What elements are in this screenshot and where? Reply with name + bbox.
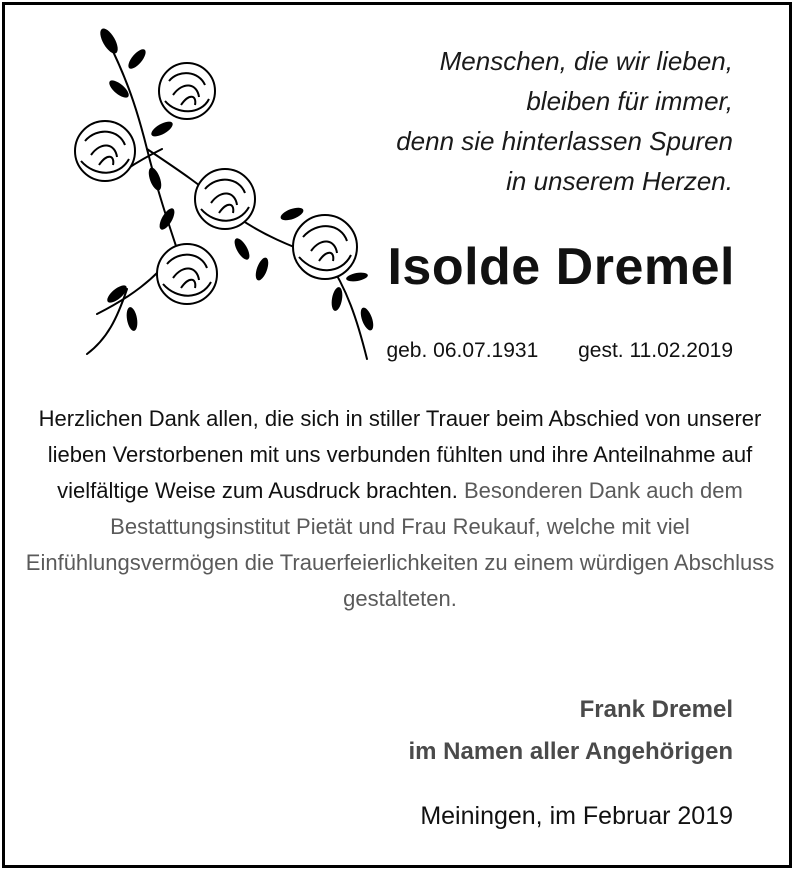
poem-line: in unserem Herzen. (506, 166, 733, 196)
thanks-text-main: Herzlichen Dank allen, die sich in stiller Trauer beim Abschied von unserer lieben Verstorbenen mit uns verbunden fühlten und ihre Anteilnahme auf vielfältige Weise zum Ausdruck brachten. (38, 406, 762, 503)
place-and-date: Meiningen, im Februar 2019 (420, 802, 733, 830)
obituary-notice (2, 2, 792, 868)
poem-line: denn sie hinterlassen Spuren (396, 126, 733, 156)
signature-block (408, 689, 733, 773)
birth-date: geb. 06.07.1931 (386, 339, 539, 362)
thanks-text-special: Besonderen Dank auch dem Bestattungsinstitut Pietät und Frau Reukauf, welche mit viel Einfühlungsvermögen die Trauerfeierlichkeiten zu einem würdigen Abschluss gestalteten. (25, 478, 775, 611)
thanks-message (25, 401, 775, 617)
signatory-name: Frank Dremel (579, 696, 733, 723)
poem-line: bleiben für immer, (526, 86, 733, 116)
death-date: gest. 11.02.2019 (578, 339, 733, 362)
life-dates (386, 339, 733, 363)
deceased-name: Isolde Dremel (387, 238, 735, 296)
poem-line: Menschen, die wir lieben, (439, 46, 733, 76)
signatory-role: im Namen aller Angehörigen (408, 738, 733, 765)
roses-illustration-icon (67, 19, 397, 379)
memorial-poem (396, 41, 733, 201)
